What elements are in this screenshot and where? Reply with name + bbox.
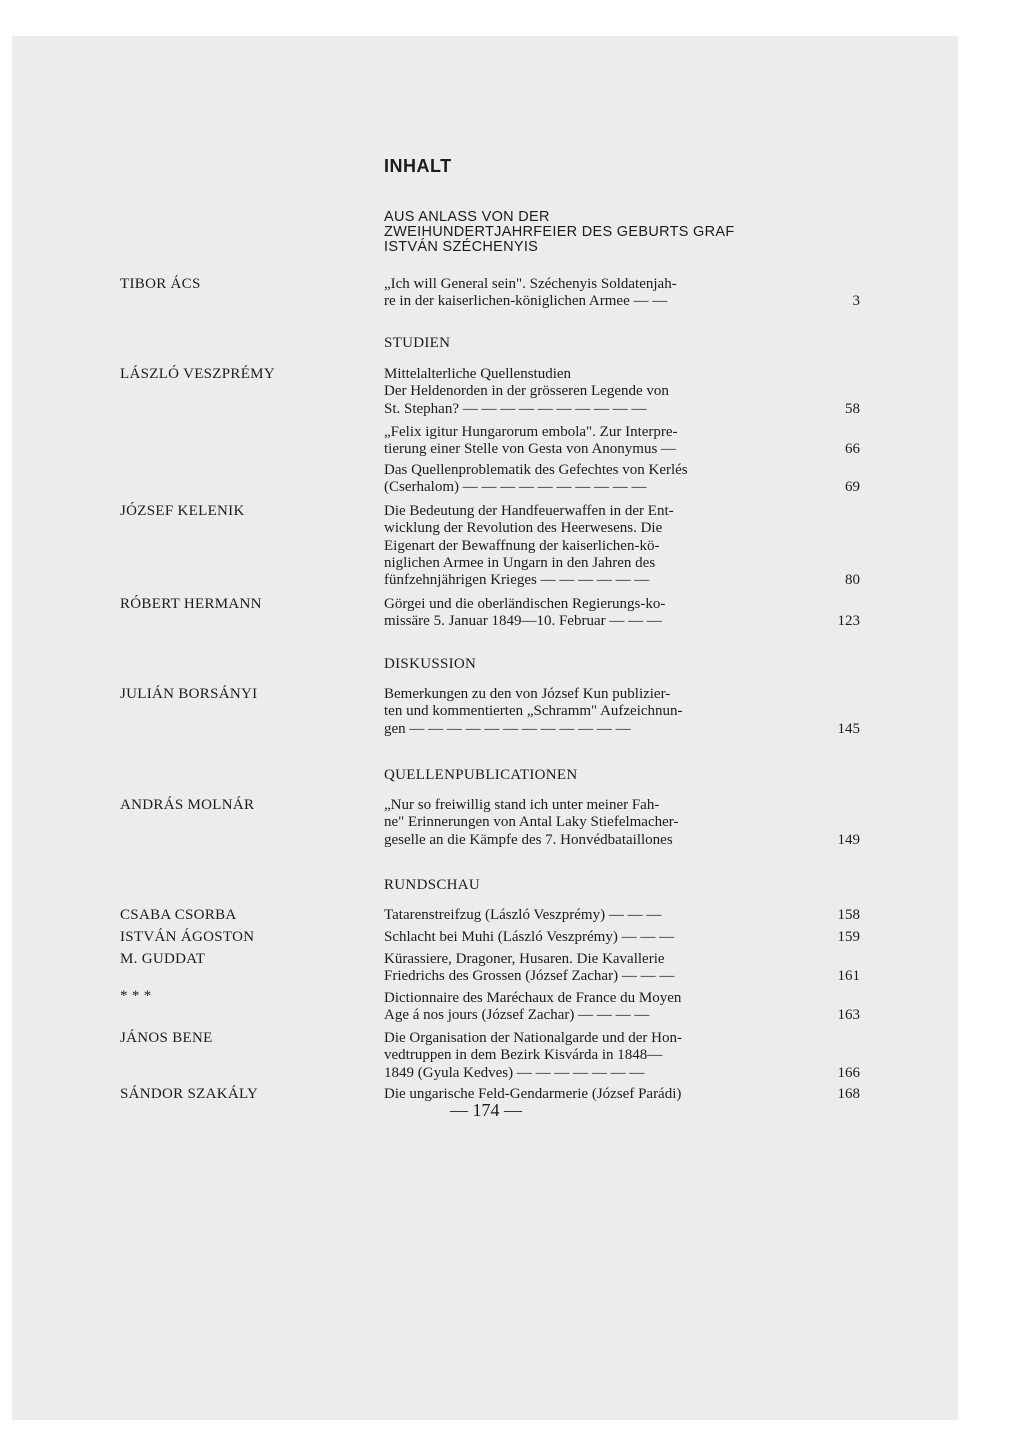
page-number: — 174 — [450,1100,522,1120]
entry-page-number: 158 [837,907,860,923]
author-name: JÓZSEF KELENIK [120,503,245,519]
toc-entry [384,276,860,311]
entry-text: Tatarenstreifzug (László Veszprémy) — — — [384,907,662,923]
section-heading-anniversary [384,210,735,255]
section-heading-line: ZWEIHUNDERTJAHRFEIER DES GEBURTS GRAF [384,224,735,240]
toc-entry [384,503,860,589]
entry-text: Schlacht bei Muhi (László Veszprémy) — — — [384,929,675,945]
entry-text: fünfzehnjährigen Krieges — — — — — — [384,572,650,589]
entry-text: Das Quellenproblematik des Gefechtes von Kerlés [384,462,688,478]
toc-entry [384,951,860,986]
toc-entry [384,990,860,1025]
entry-text: St. Stephan? — — — — — — — — — — [384,400,647,417]
entry-page-number: 58 [845,400,860,417]
entry-text: Dictionnaire des Maréchaux de France du Moyen [384,990,682,1006]
entry-page-number: 80 [845,572,860,589]
author-name: RÓBERT HERMANN [120,596,262,612]
entry-text: 1849 (Gyula Kedves) — — — — — — — [384,1064,645,1081]
author-name: TIBOR ÁCS [120,276,201,292]
toc-entry [384,907,860,924]
entry-text: Die Organisation der Nationalgarde und der Hon- [384,1030,682,1046]
entry-text: „Felix igitur Hungarorum embola". Zur Interpre- [384,424,678,440]
entry-text: tierung einer Stelle von Gesta von Anonymus — [384,441,677,458]
toc-entry [384,1030,860,1082]
entry-page-number: 163 [837,1007,860,1024]
entry-text: „Ich will General sein". Széchenyis Soldatenjah- [384,276,677,292]
entry-page-number: 149 [837,831,860,848]
entry-page-number: 123 [837,613,860,630]
author-name: LÁSZLÓ VESZPRÉMY [120,366,275,382]
entry-text: Der Heldenorden in der grösseren Legende von [384,383,669,400]
author-name: * * * [120,988,152,1004]
author-name: JÁNOS BENE [120,1030,213,1046]
entry-page-number: 66 [845,441,860,458]
entry-text: missäre 5. Januar 1849—10. Februar — — — [384,613,662,630]
section-heading-quellenpublicationen: QUELLENPUBLICATIONEN [384,767,578,783]
entry-text: geselle an die Kämpfe des 7. Honvédbataillones [384,831,673,848]
entry-page-number: 161 [837,968,860,985]
section-heading-studien: STUDIEN [384,335,451,351]
section-heading-diskussion: DISKUSSION [384,656,477,672]
author-name: M. GUDDAT [120,951,206,967]
entry-page-number: 69 [845,479,860,496]
entry-page-number: 168 [837,1086,860,1102]
section-heading-rundschau: RUNDSCHAU [384,877,481,893]
entry-text: Friedrichs des Grossen (József Zachar) — — — [384,968,675,985]
section-heading-line: AUS ANLASS VON DER [384,209,550,225]
toc-entry [384,797,860,849]
toc-entry [384,462,860,497]
toc-entry [384,596,860,631]
toc-entry [384,929,860,946]
entry-page-number: 3 [852,293,860,310]
entry-page-number: 159 [837,929,860,945]
entry-text: Bemerkungen zu den von József Kun publizier- [384,686,671,702]
page-title: INHALT [384,156,452,176]
entry-text: Die ungarische Feld-Gendarmerie (József Parádi) [384,1086,682,1102]
entry-text: Die Bedeutung der Handfeuerwaffen in der Ent- [384,503,674,519]
entry-page-number: 145 [837,720,860,737]
entry-text: niglichen Armee in Ungarn in den Jahren des [384,554,656,571]
toc-entry [384,366,860,418]
entry-text: Mittelalterliche Quellenstudien [384,366,572,382]
section-heading-line: ISTVÁN SZÉCHENYIS [384,239,539,255]
entry-text: „Nur so freiwillig stand ich unter meiner Fah- [384,797,660,813]
author-name: CSABA CSORBA [120,907,237,923]
toc-entry [384,424,860,459]
entry-text: wicklung der Revolution des Heerwesens. Die [384,520,663,537]
entry-page-number: 166 [837,1064,860,1081]
author-name: ISTVÁN ÁGOSTON [120,929,255,945]
author-name: ANDRÁS MOLNÁR [120,797,255,813]
toc-entry [384,686,860,738]
entry-text: Kürassiere, Dragoner, Husaren. Die Kavallerie [384,951,665,967]
entry-text: (Cserhalom) — — — — — — — — — — [384,479,647,496]
entry-text: vedtruppen in dem Bezirk Kisvárda in 1848— [384,1047,663,1064]
entry-text: ten und kommentierten „Schramm" Aufzeichnun- [384,703,683,720]
entry-text: Eigenart der Bewaffnung der kaiserlichen-kö- [384,537,660,554]
author-name: JULIÁN BORSÁNYI [120,686,258,702]
entry-text: Age á nos jours (József Zachar) — — — — [384,1007,650,1024]
entry-text: ne" Erinnerungen von Antal Laky Stiefelmacher- [384,814,679,831]
entry-text: Görgei und die oberländischen Regierungs-ko- [384,596,666,612]
entry-text: re in der kaiserlichen-königlichen Armee — — [384,293,668,310]
entry-text: gen — — — — — — — — — — — — [384,720,631,737]
author-name: SÁNDOR SZAKÁLY [120,1086,259,1102]
